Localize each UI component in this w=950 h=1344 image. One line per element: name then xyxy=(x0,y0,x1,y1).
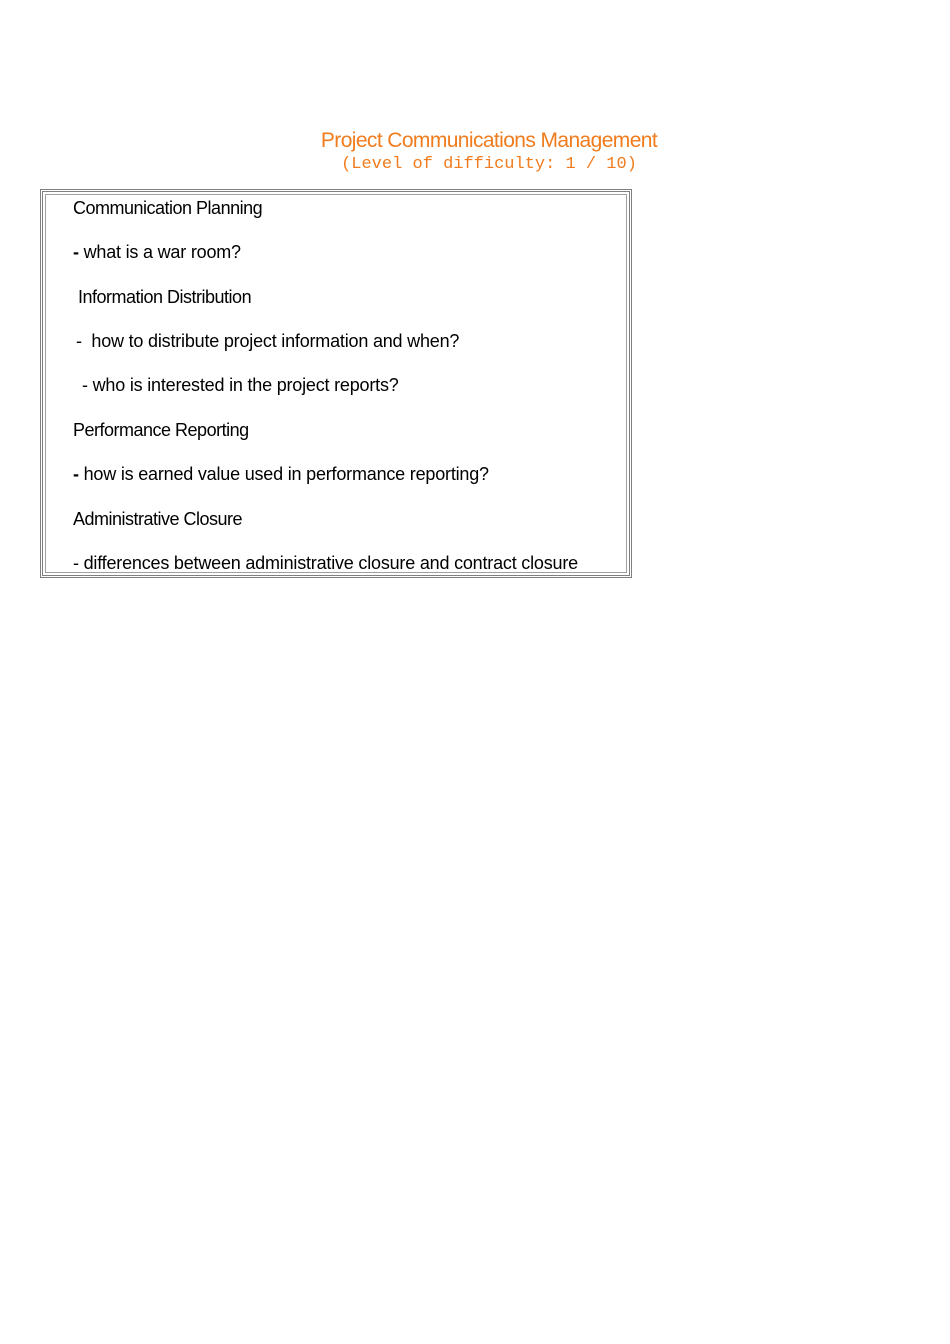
item-distribute-info: - how to distribute project information and when? xyxy=(76,331,460,351)
bullet-dash: - xyxy=(73,242,79,262)
item-war-room xyxy=(73,241,241,263)
page-title: Project Communications Management xyxy=(320,129,658,152)
item-closure-differences: - differences between administrative closure and contract closure xyxy=(73,553,578,573)
difficulty-subtitle: (Level of difficulty: 1 / 10) xyxy=(341,155,637,174)
heading-performance-reporting: Performance Reporting xyxy=(73,420,249,440)
topics-box xyxy=(40,189,632,578)
heading-administrative-closure: Administrative Closure xyxy=(73,509,243,529)
item-interested-reports: - who is interested in the project reports? xyxy=(82,375,399,395)
bullet-dash: - xyxy=(73,464,79,484)
item-earned-value xyxy=(73,463,489,485)
item-war-room-text: what is a war room? xyxy=(78,242,241,262)
item-earned-value-text: how is earned value used in performance reporting? xyxy=(78,464,489,484)
heading-information-distribution: Information Distribution xyxy=(78,287,252,307)
page-header xyxy=(0,127,950,175)
heading-communication-planning: Communication Planning xyxy=(73,198,263,218)
